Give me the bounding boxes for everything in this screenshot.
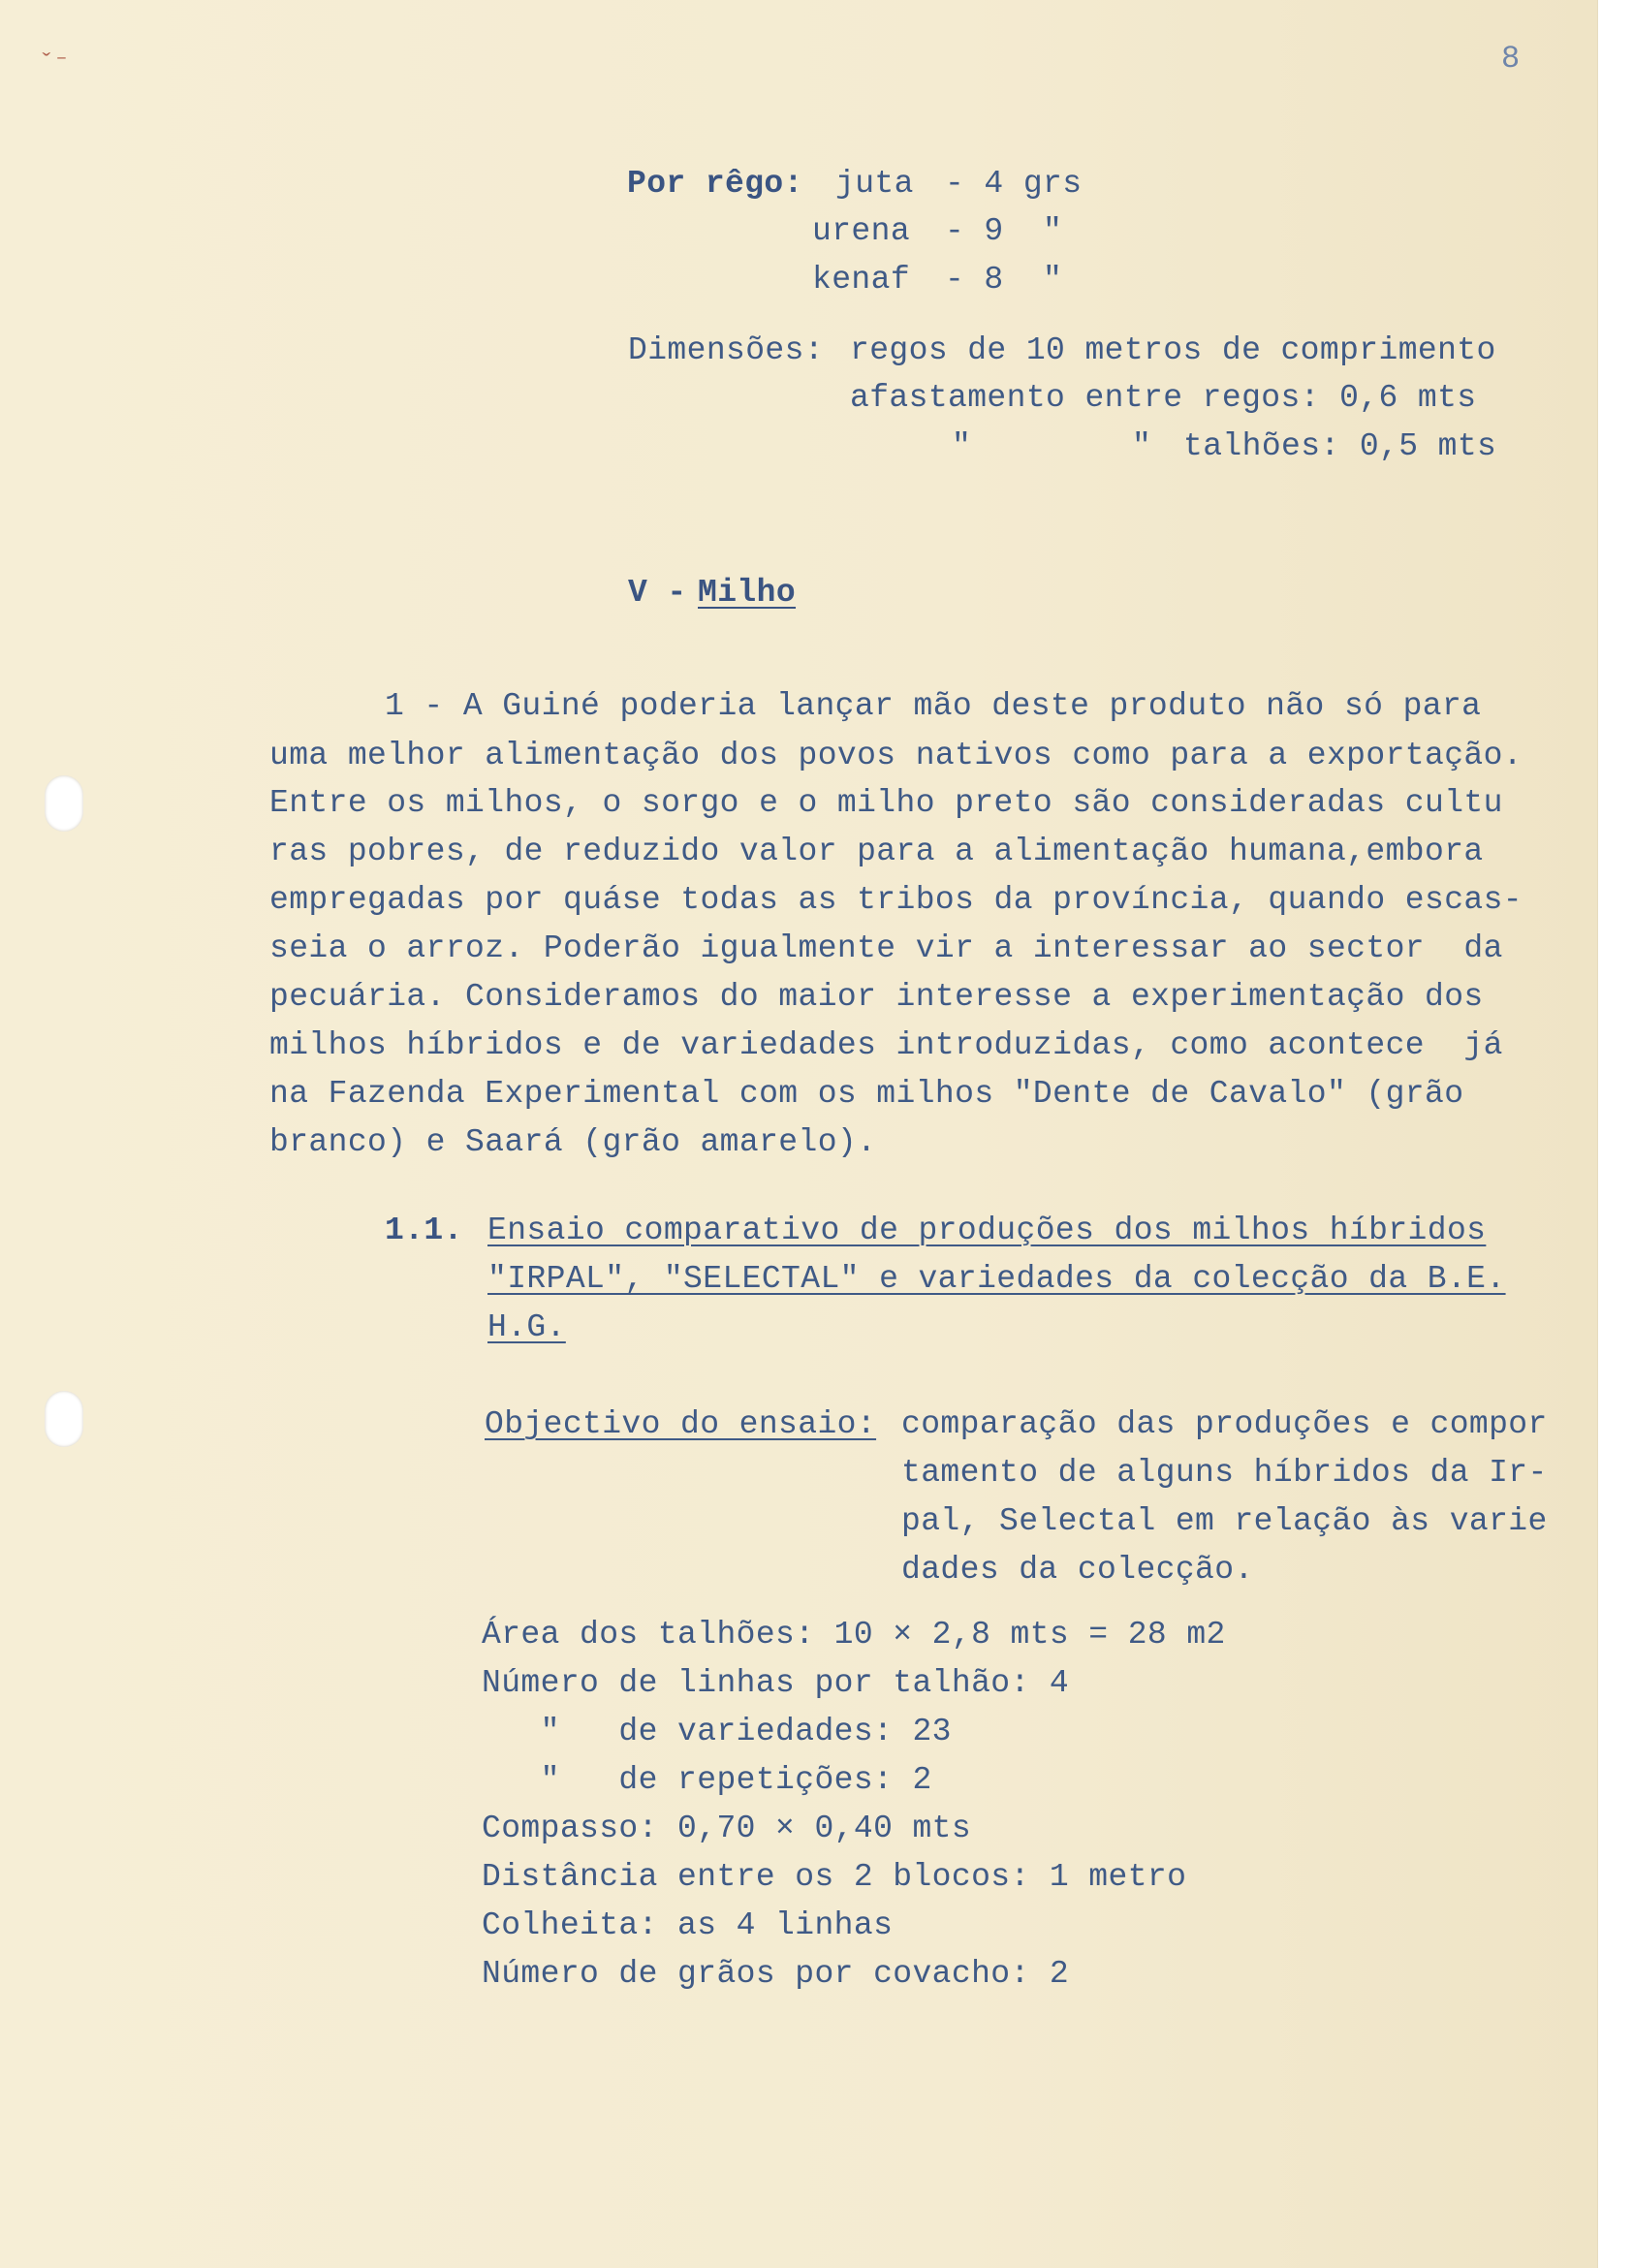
page-number: 8	[1501, 41, 1521, 77]
paragraph-line: uma melhor alimentação dos povos nativos como para a exportação.	[269, 738, 1523, 773]
spec-harvest: Colheita: as 4 linhas	[482, 1907, 894, 1943]
spec-grains-per-hole: Número de grãos por covacho: 2	[482, 1956, 1070, 1992]
seed-name-urena: urena	[812, 213, 911, 249]
spec-block-distance: Distância entre os 2 blocos: 1 metro	[482, 1859, 1187, 1895]
spec-lines-per-plot: Número de linhas por talhão: 4	[482, 1665, 1070, 1701]
dimensions-ditto-2: "	[1132, 428, 1152, 464]
dimensions-line-2: afastamento entre regos: 0,6 mts	[850, 380, 1477, 416]
paragraph-line: empregadas por quáse todas as tribos da província, quando escas-	[269, 882, 1523, 918]
paragraph-line: branco) e Saará (grão amarelo).	[269, 1124, 877, 1160]
spec-varieties: " de variedades: 23	[482, 1714, 952, 1749]
paragraph-line: 1 - A Guiné poderia lançar mão deste produto não só para	[385, 688, 1482, 724]
seed-value-kenaf: - 8 "	[945, 262, 1063, 298]
spec-plot-area: Área dos talhões: 10 × 2,8 mts = 28 m2	[482, 1617, 1226, 1653]
paragraph-line: milhos híbridos e de variedades introduzidas, como acontece já	[269, 1027, 1503, 1063]
seed-value-juta: - 4 grs	[945, 166, 1083, 202]
objective-line-2: tamento de alguns híbridos da Ir-	[901, 1455, 1548, 1491]
subsection-title-line-3: H.G.	[487, 1309, 566, 1345]
seed-name-kenaf: kenaf	[812, 262, 911, 298]
objective-line-3: pal, Selectal em relação às varie	[901, 1503, 1548, 1539]
objective-line-1: comparação das produções e compor	[901, 1406, 1548, 1442]
pencil-mark: ˇ⁻	[39, 49, 70, 79]
punch-hole-lower	[45, 1391, 83, 1447]
spec-spacing: Compasso: 0,70 × 0,40 mts	[482, 1811, 972, 1846]
subsection-number: 1.1.	[385, 1213, 463, 1248]
paragraph-line: ras pobres, de reduzido valor para a alimentação humana,embora	[269, 834, 1484, 869]
dimensions-ditto-1: "	[952, 428, 972, 464]
dimensions-line-3: talhões: 0,5 mts	[1183, 428, 1497, 464]
subsection-title-line-2: "IRPAL", "SELECTAL" e variedades da colecção da B.E.	[487, 1261, 1506, 1297]
punch-hole-upper	[45, 775, 83, 832]
spec-repetitions: " de repetições: 2	[482, 1762, 932, 1798]
paragraph-line: pecuária. Consideramos do maior interesse a experimentação dos	[269, 979, 1484, 1015]
dimensions-line-1: regos de 10 metros de comprimento	[850, 332, 1496, 368]
seed-value-urena: - 9 "	[945, 213, 1063, 249]
section-v-prefix: V -	[628, 575, 687, 611]
dimensions-label: Dimensões:	[628, 332, 825, 368]
objective-line-4: dades da colecção.	[901, 1552, 1254, 1588]
scan-border	[1597, 0, 1633, 2268]
paragraph-line: Entre os milhos, o sorgo e o milho preto são consideradas cultu	[269, 785, 1503, 821]
section-v-title: Milho	[698, 575, 797, 611]
subsection-title-line-1: Ensaio comparativo de produções dos milhos híbridos	[487, 1213, 1487, 1248]
paragraph-line: seia o arroz. Poderão igualmente vir a interessar ao sector da	[269, 930, 1503, 966]
seeds-per-row-label: Por rêgo:	[627, 166, 803, 202]
objective-label: Objectivo do ensaio:	[485, 1406, 877, 1442]
seed-name-juta: juta	[835, 166, 914, 202]
paragraph-line: na Fazenda Experimental com os milhos "Dente de Cavalo" (grão	[269, 1076, 1464, 1112]
